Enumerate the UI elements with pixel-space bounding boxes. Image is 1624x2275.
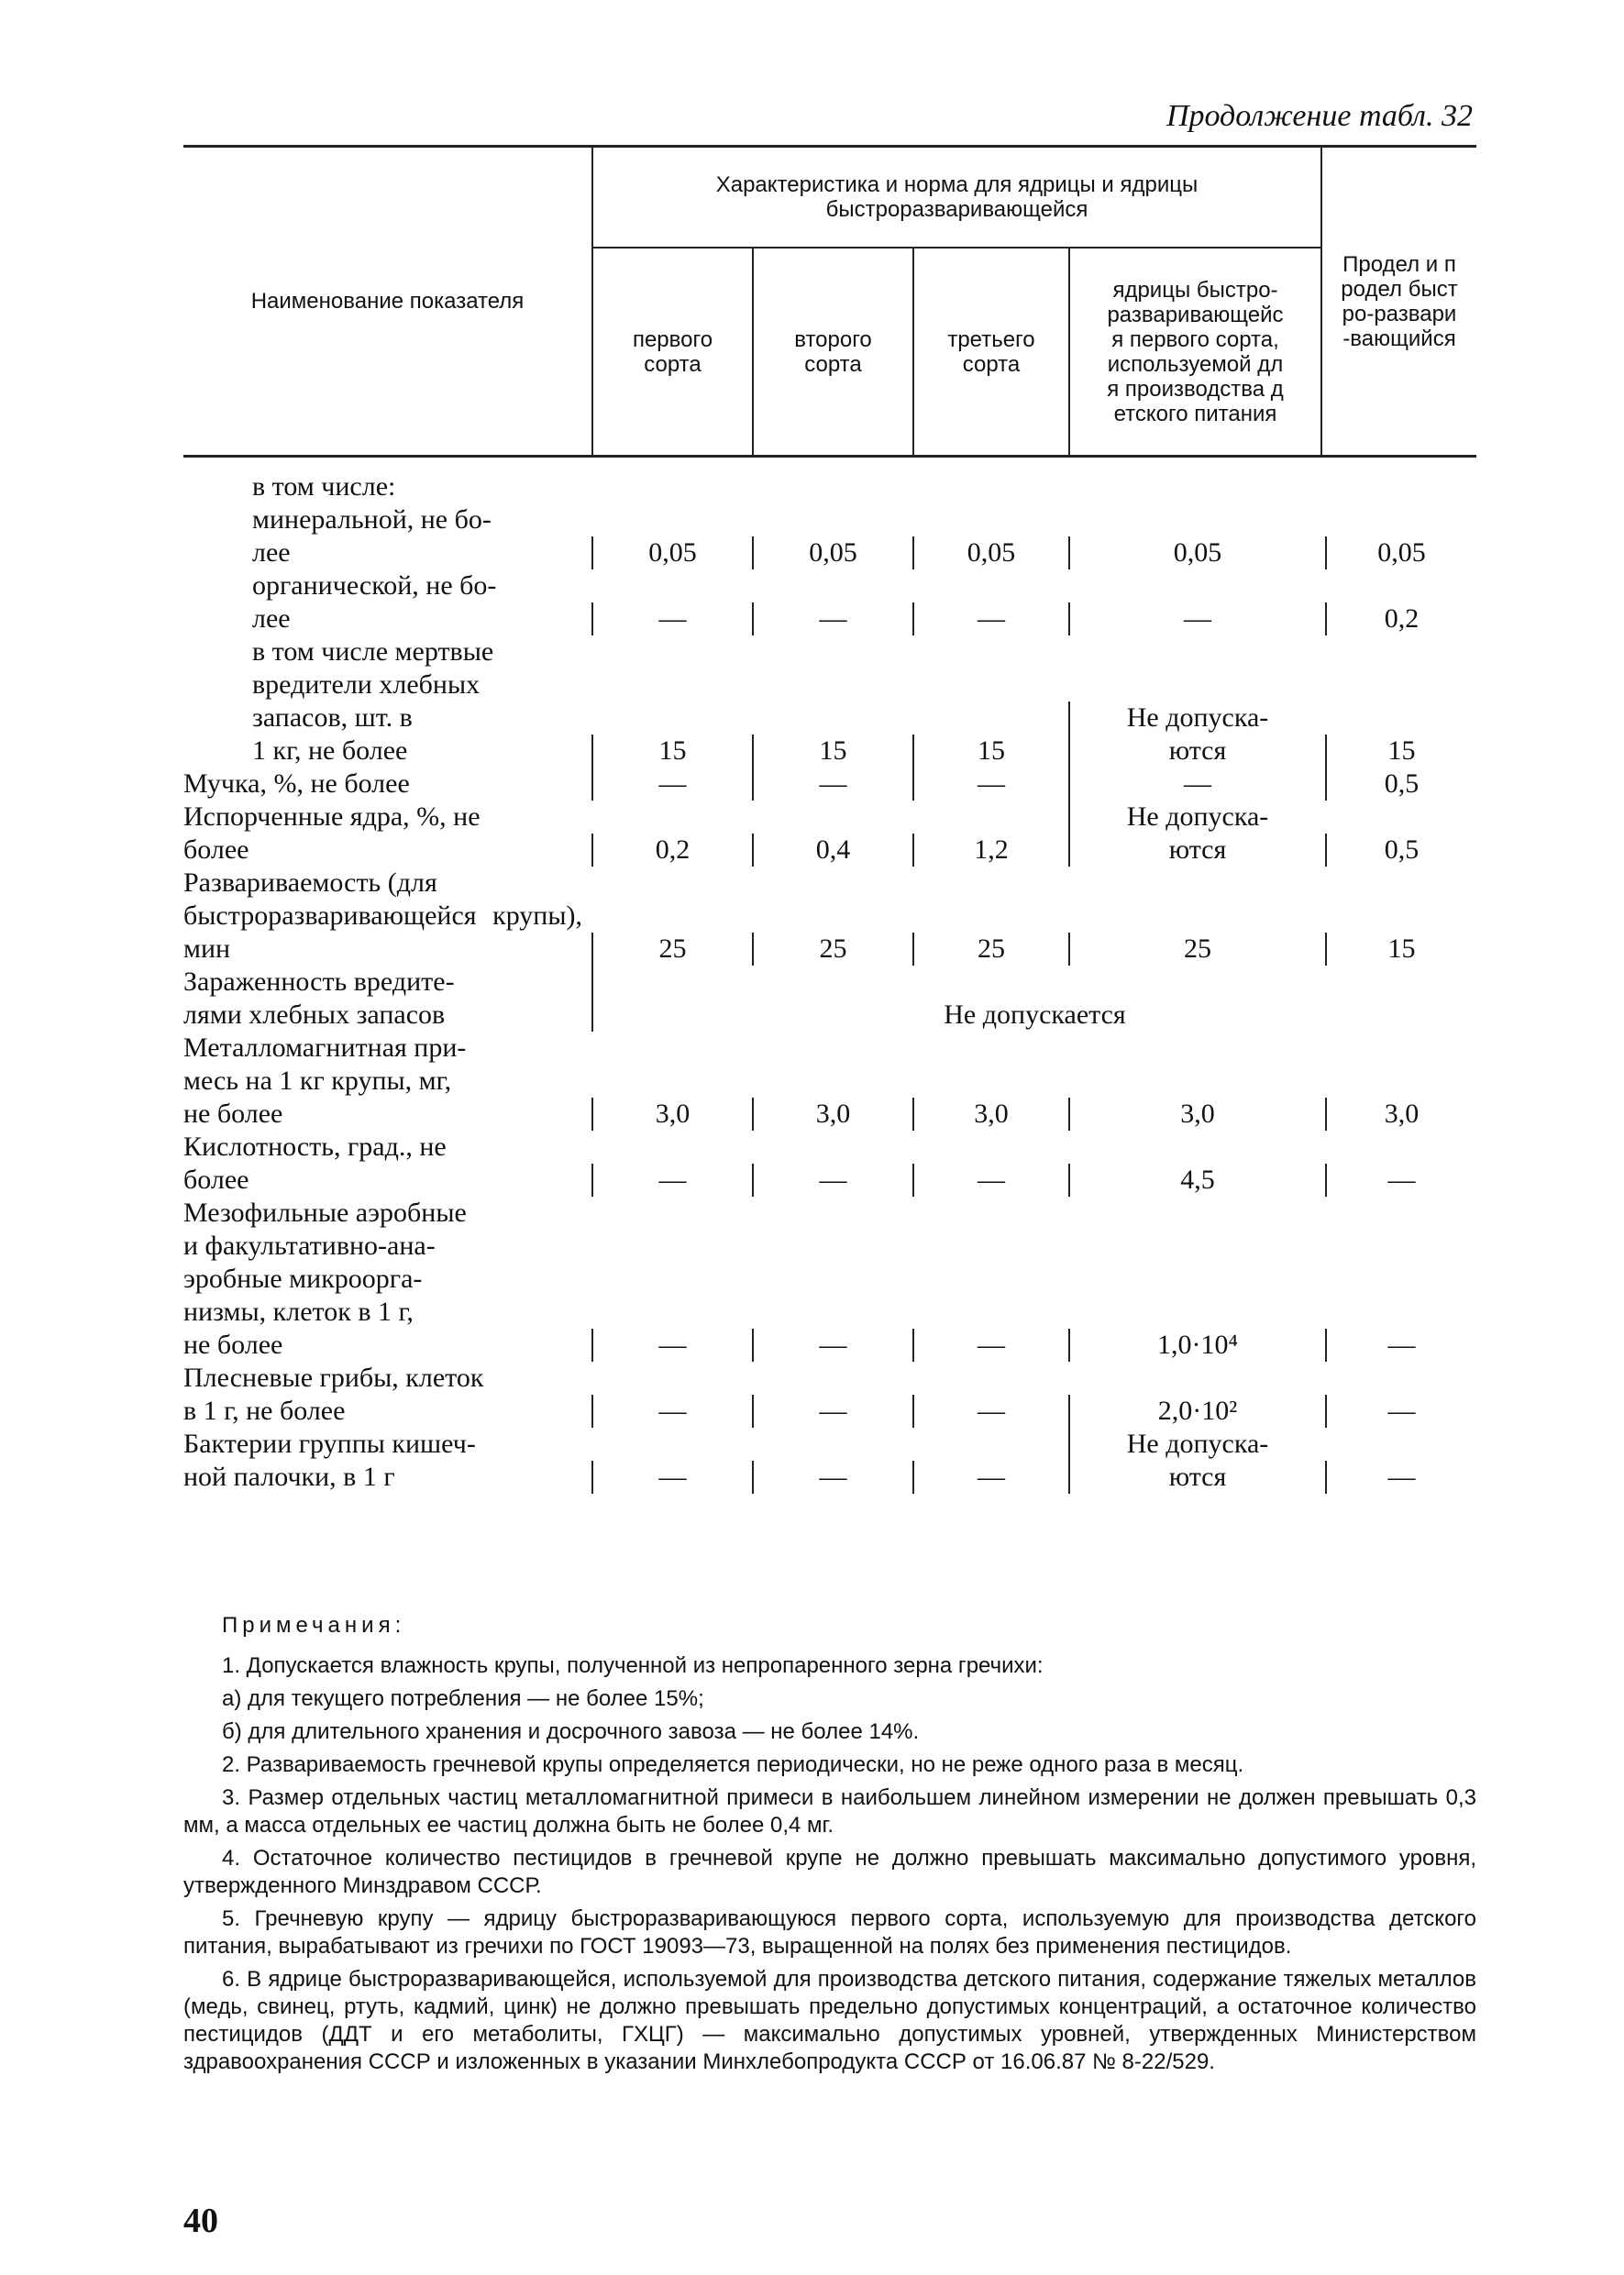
row-value: — xyxy=(591,1395,752,1428)
row-name-line: не более xyxy=(183,1330,283,1360)
row-value: 1,0·10⁴ xyxy=(1068,1329,1325,1362)
row-value: Не допуска- ются xyxy=(1068,801,1325,867)
table-row xyxy=(183,1428,1476,1494)
note-5: 5. Гречневую крупу — ядрицу быстроразваривающуюся первого сорта, используемую для производства детского питания, вырабатывают из гречихи по ГОСТ 19093—73, выращенной на полях без применения пестицидов. xyxy=(183,1906,1476,1959)
row-value: 3,0 xyxy=(591,1098,752,1131)
row-name-line: органической, не бо- xyxy=(252,570,497,601)
row-value: 1,2 xyxy=(912,834,1068,867)
header-group: Характеристика и норма для ядрицы и ядрицы быстроразваривающейся xyxy=(591,148,1320,248)
row-name xyxy=(183,801,591,867)
row-value: 0,05 xyxy=(1068,536,1325,569)
row-name-line: более xyxy=(183,834,249,865)
row-name-line: низмы, клеток в 1 г, xyxy=(183,1297,414,1327)
row-name-line: лее xyxy=(252,537,291,568)
row-name-line: и факультативно-ана- xyxy=(183,1231,436,1261)
row-value: — xyxy=(912,1164,1068,1197)
row-value: 25 xyxy=(1068,933,1325,966)
table-row xyxy=(183,569,1476,635)
row-name xyxy=(183,503,591,569)
row-name-line: минеральной, не бо- xyxy=(252,504,492,535)
row-name-line: Мезофильные аэробные xyxy=(183,1198,467,1228)
row-value: 0,05 xyxy=(591,536,752,569)
table-row xyxy=(183,1197,1476,1362)
row-value: — xyxy=(912,1395,1068,1428)
header-col-1: первого сорта xyxy=(591,248,752,455)
table-row xyxy=(183,470,1476,503)
row-value: Не допуска- ются xyxy=(1068,701,1325,768)
row-name-line: Кислотность, град., не xyxy=(183,1132,447,1162)
header-col-3: третьего сорта xyxy=(912,248,1068,455)
row-value: — xyxy=(752,1461,912,1494)
table-row xyxy=(183,635,1476,768)
page-number: 40 xyxy=(183,2202,218,2240)
data-table xyxy=(183,145,1476,1494)
table-row xyxy=(183,1131,1476,1197)
table-row xyxy=(183,867,1476,966)
table-row xyxy=(183,768,1476,801)
row-value: 15 xyxy=(1325,933,1476,966)
table-row xyxy=(183,503,1476,569)
row-value: 3,0 xyxy=(1068,1098,1325,1131)
row-value: — xyxy=(912,1461,1068,1494)
row-value: 4,5 xyxy=(1068,1164,1325,1197)
table-row xyxy=(183,801,1476,867)
row-name-line: лее xyxy=(252,603,291,634)
row-name xyxy=(183,1362,591,1428)
row-value: 0,2 xyxy=(591,834,752,867)
row-name-line: Бактерии группы кишеч- xyxy=(183,1429,476,1459)
table-continuation-caption: Продолжение табл. 32 xyxy=(1166,99,1473,133)
row-value: 3,0 xyxy=(912,1098,1068,1131)
table-row xyxy=(183,1032,1476,1131)
row-name xyxy=(183,966,591,1032)
row-value: — xyxy=(1325,1461,1476,1494)
row-name-line: месь на 1 кг крупы, мг, xyxy=(183,1066,452,1096)
row-name xyxy=(183,569,591,635)
row-value: 0,05 xyxy=(752,536,912,569)
row-value: 0,05 xyxy=(1325,536,1476,569)
header-col-5: Продел и продел быстро-развари-вающийся xyxy=(1320,148,1476,455)
header-col-4: ядрицы быстро-разваривающейся первого сорта, используемой для производства детского питания xyxy=(1068,248,1320,455)
row-value: 0,5 xyxy=(1325,768,1476,801)
notes-title: Примечания: xyxy=(222,1613,406,1638)
row-name-line: Развариваемость (для xyxy=(183,867,437,898)
row-name xyxy=(183,1032,591,1131)
row-value: — xyxy=(591,1329,752,1362)
row-name xyxy=(183,1131,591,1197)
header-name-column: Наименование показателя xyxy=(250,289,525,314)
row-value: 0,05 xyxy=(912,536,1068,569)
row-name-line: в 1 г, не более xyxy=(183,1396,346,1426)
row-value: 15 xyxy=(912,734,1068,768)
row-value: — xyxy=(912,768,1068,801)
note-6: 6. В ядрице быстроразваривающейся, используемой для производства детского питания, содержание тяжелых металлов (медь, свинец, ртуть, кадмий, цинк) не должно превышать предельно допустимых концентраций, а остаточное количество пестицидов (ДДТ и его метаболиты, ГХЦГ) — максимально допустимых уровней, утвержденных Министерством здравоохранения СССР и изложенных в указании Минхлебопродукта СССР от 16.06.87 № 8-22/529. xyxy=(183,1967,1476,2074)
row-value: 25 xyxy=(912,933,1068,966)
row-value: 3,0 xyxy=(1325,1098,1476,1131)
table-row xyxy=(183,1362,1476,1428)
row-value: — xyxy=(752,602,912,635)
note-1: 1. Допускается влажность крупы, полученной из непропаренного зерна гречихи: xyxy=(222,1653,1044,1678)
row-value: 15 xyxy=(591,734,752,768)
row-value: — xyxy=(591,1461,752,1494)
row-name xyxy=(183,1428,591,1494)
row-name xyxy=(183,867,591,966)
row-name-line: не более xyxy=(183,1099,283,1129)
row-value: — xyxy=(912,602,1068,635)
table-row xyxy=(183,966,1476,1032)
row-value: 25 xyxy=(752,933,912,966)
row-name-line: Мучка, %, не более xyxy=(183,768,410,799)
row-name-line: более xyxy=(183,1165,249,1195)
row-name-line: быстроразваривающейся крупы), мин xyxy=(183,900,582,964)
row-value: Не допуска- ются xyxy=(1068,1428,1325,1494)
row-value: — xyxy=(912,1329,1068,1362)
notes-section xyxy=(183,1612,1476,2082)
row-name-line: 1 кг, не более xyxy=(252,735,408,766)
row-value: — xyxy=(1325,1329,1476,1362)
note-2: 2. Развариваемость гречневой крупы определяется периодически, но не реже одного раза в месяц. xyxy=(222,1752,1244,1777)
row-value: 25 xyxy=(591,933,752,966)
row-name xyxy=(183,635,591,768)
row-value: — xyxy=(591,602,752,635)
row-name-line: Зараженность вредите- xyxy=(183,966,455,997)
row-name xyxy=(183,470,591,503)
row-name-line: в том числе мертвые xyxy=(252,636,494,667)
note-3: 3. Размер отдельных частиц металломагнитной примеси в наибольшем линейном измерении не должен превышать 0,3 мм, а масса отдельных ее частиц должна быть не более 0,4 мг. xyxy=(183,1785,1476,1838)
row-value: 0,5 xyxy=(1325,834,1476,867)
row-value: — xyxy=(1068,768,1325,801)
row-value: — xyxy=(591,1164,752,1197)
row-value: — xyxy=(752,1329,912,1362)
note-1b: б) для длительного хранения и досрочного завоза — не более 14%. xyxy=(222,1719,920,1744)
row-name-line: лями хлебных запасов xyxy=(183,999,446,1030)
row-value: 15 xyxy=(752,734,912,768)
row-value: 15 xyxy=(1325,734,1476,768)
table-body xyxy=(183,458,1476,1494)
table-header xyxy=(183,145,1476,458)
row-name-line: запасов, шт. в xyxy=(252,702,413,733)
row-name-line: вредители хлебных xyxy=(252,669,481,700)
row-name-line: эробные микроорга- xyxy=(183,1264,423,1294)
row-value: — xyxy=(752,1395,912,1428)
row-value: — xyxy=(1068,602,1325,635)
row-name xyxy=(183,768,591,801)
row-value: — xyxy=(591,768,752,801)
row-value: — xyxy=(752,1164,912,1197)
row-name xyxy=(183,1197,591,1362)
row-value: — xyxy=(1325,1395,1476,1428)
row-name-line: в том числе: xyxy=(252,471,396,502)
row-value: 2,0·10² xyxy=(1068,1395,1325,1428)
row-value: — xyxy=(752,768,912,801)
row-name-line: Испорченные ядра, %, не xyxy=(183,801,481,832)
row-value: 0,4 xyxy=(752,834,912,867)
row-value: — xyxy=(1325,1164,1476,1197)
note-4: 4. Остаточное количество пестицидов в гречневой крупе не должно превышать максимально допустимого уровня, утвержденного Минздравом СССР. xyxy=(183,1846,1476,1898)
row-name-line: Плесневые грибы, клеток xyxy=(183,1363,484,1393)
note-1a: а) для текущего потребления — не более 15%; xyxy=(222,1686,704,1711)
row-span-value: Не допускается xyxy=(591,966,1476,1032)
row-name-line: Металломагнитная при- xyxy=(183,1033,467,1063)
row-value: 3,0 xyxy=(752,1098,912,1131)
row-value: 0,2 xyxy=(1325,602,1476,635)
header-col-2: второго сорта xyxy=(752,248,912,455)
row-name-line: ной палочки, в 1 г xyxy=(183,1462,395,1492)
